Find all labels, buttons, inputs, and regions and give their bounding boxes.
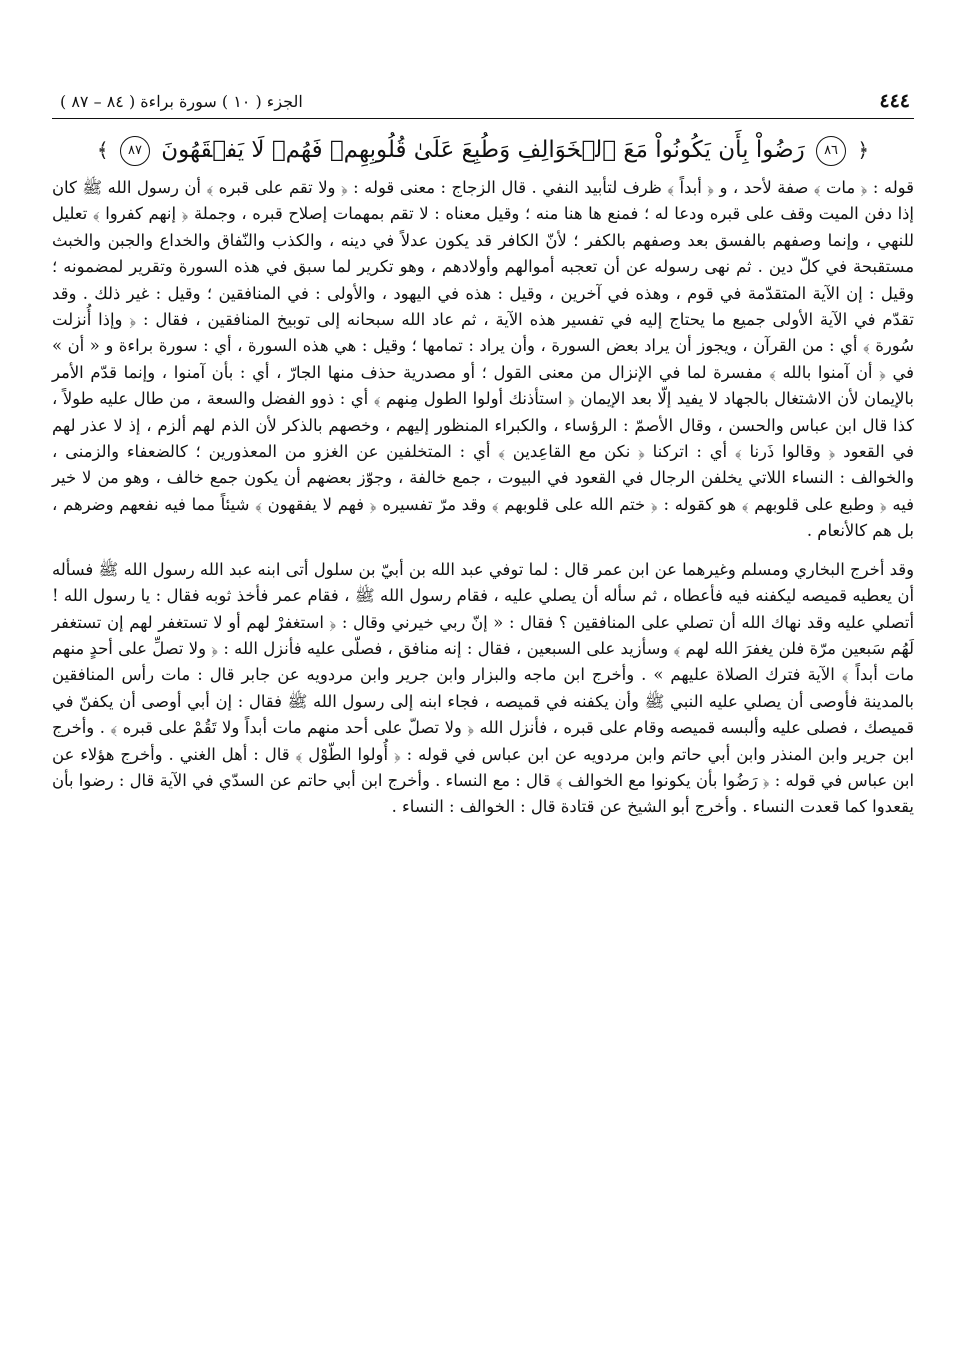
quran-verse — [52, 133, 914, 167]
commentary-body — [52, 175, 914, 821]
document-page — [52, 88, 914, 821]
verse-86-number: ٨٦ — [816, 136, 846, 166]
verse-close-bracket: ﴾ — [96, 138, 109, 162]
verse-87-number: ٨٧ — [120, 136, 150, 166]
commentary-paragraph: قوله : ﴿ مات ﴾ صفة لأحد ، و ﴿ أبداً ﴾ ظرف لتأبيد النفي . قال الزجاج : معنى قوله : ﴿ ولا تقم على قبره ﴾ أن رسول الله ﷺ كان إذا دفن الميت وقف على قبره ودعا له ؛ فمنع ها هنا منه ؛ وقيل معناه : لا تقم بمهمات إصلاح قبره ، وجملة ﴿ إنهم كفروا ﴾ تعليل للنهي ، وإنما وصفهم بالفسق بعد وصفهم بالكفر ؛ لأنّ الكافر قد يكون عدلاً في دينه ، والكذب والنّفاق والخداع والجبن والخبث مستقبحة في كلّ دين . ثم نهى رسوله عن أن تعجبه أموالهم وأولادهم ، وهو تكرير لما سبق في هذه السورة وتقرير لمضمونه ؛ وقيل : إن الآية المتقدّمة في قوم ، وهذه في آخرين ، وقيل : هذه في اليهود ، والأولى : في المنافقين ؛ وقيل : غير ذلك . وقد تقدّم في الآية الأولى جميع ما يحتاج إليه في تفسير هذه الآية ، ثم عاد الله سبحانه إلى توبيخ المنافقين ، فقال : ﴿ وإذا أُنزلت سُورة ﴾ أي : من القرآن ، ويجوز أن يراد بعض السورة ، وأن يراد : تمامها ؛ وقيل : هي هذه السورة ، أي : سورة براءة و « أن » في ﴿ أن آمنوا بالله ﴾ مفسرة لما في الإنزال من معنى القول ؛ أو مصدرية حذف منها الجارّ ، أي : بأن آمنوا ، وإنما قدّم الأمر بالإيمان لأن الاشتغال بالجهاد لا يفيد إلّا بعد الإيمان ﴿ استأذنك أولوا الطول مِنهم ﴾ أي : ذوو الفضل والسعة ، من طال عليه طولاً ، كذا قال ابن عباس والحسن ، وقال الأصمّ : الرؤساء ، والكبراء المنظور إليهم ، وخصهم بالذكر لأن الذم لهم ألزم ، إذ لا عذر لهم في القعود ﴿ وقالوا ذَرنا ﴾ أي : اتركنا ﴿ نكن مع القاعِدين ﴾ أي : المتخلفين عن الغزو من المعذورين ؛ كالضعفاء والزمنى ، والخوالف : النساء اللاتي يخلفن الرجال في القعود في البيوت ، جمع خالفة ، وجوّز بعضهم أن يكون جمع خالف ، وهو من لا خير فيه ﴿ وطبع على قلوبهم ﴾ هو كقوله : ﴿ ختم الله على قلوبهم ﴾ وقد مرّ تفسيره ﴿ فهم لا يفقهون ﴾ شيئاً مما فيه نفعهم وضرهم ، بل هم كالأنعام . — [52, 178, 914, 541]
commentary-paragraph: وقد أخرج البخاري ومسلم وغيرهما عن ابن عمر قال : لما توفي عبد الله بن أبيّ بن سلول أتى ابنه عبد الله رسول الله ﷺ فسأله أن يعطيه قميصه ليكفنه فيه فأعطاه ، ثم سأله أن يصلي عليه ، فقام رسول الله ﷺ ، فقام عمر فأخذ ثوبه فقال : يا رسول الله ! أتصلي عليه وقد نهاك الله أن تصلي على المنافقين ؟ فقال : « إنّ ربي خيرني وقال : ﴿ استغفرْ لهم أو لا تستغفر لهم إن تستغفر لَهُم سَبعين مرّة فلن يغفرَ الله لهم ﴾ وسأزيد على السبعين ، فقال : إنه منافق ، فصلّى عليه فأنزل الله : ﴿ ولا تصلِّ على أحدٍ منهم مات أبداً ﴾ الآية فترك الصلاة عليهم » . وأخرج ابن ماجه والبزار وابن جرير وابن مردويه عن جابر قال : مات رأس المنافقين بالمدينة فأوصى أن يصلي عليه النبي ﷺ وأن يكفنه في قميصه ، فجاء ابنه إلى رسول الله ﷺ فقال : إن أبي أوصى أن يكفنّ في قميصك ، فصلى عليه وألبسه قميصه وقام على قبره ، فأنزل الله ﴿ ولا تصلّ على أحد منهم مات أبداً ولا تَقُمْ على قبره ﴾ . وأخرج ابن جرير وابن المنذر وابن أبي حاتم وابن مردويه عن ابن عباس في قوله : ﴿ أُولوا الطّوْل ﴾ قال : أهل الغني . وأخرج هؤلاء عن ابن عباس في قوله : ﴿ رَضُوا بأن يكونوا مع الخوالف ﴾ قال : مع النساء . وأخرج ابن أبي حاتم عن السدّي في الآية قال : رضوا بأن يقعدوا كما قعدت النساء . وأخرج أبو الشيخ عن قتادة قال : الخوالف : النساء . — [52, 559, 914, 817]
page-number: ٤٤٤ — [879, 90, 910, 112]
page-header — [52, 88, 914, 119]
verse-open-bracket: ﴿ — [857, 138, 870, 162]
running-head: الجزء ( ١٠ ) سورة براءة ( ٨٤ – ٨٧ ) — [60, 92, 303, 111]
verse-text: رَضُواْ بِأَن يَكُونُواْ مَعَ ٱلۡخَوَالِفِ وَطُبِعَ عَلَىٰ قُلُوبِهِمۡ فَهُمۡ لَا يَفۡقَهُونَ — [161, 137, 805, 163]
